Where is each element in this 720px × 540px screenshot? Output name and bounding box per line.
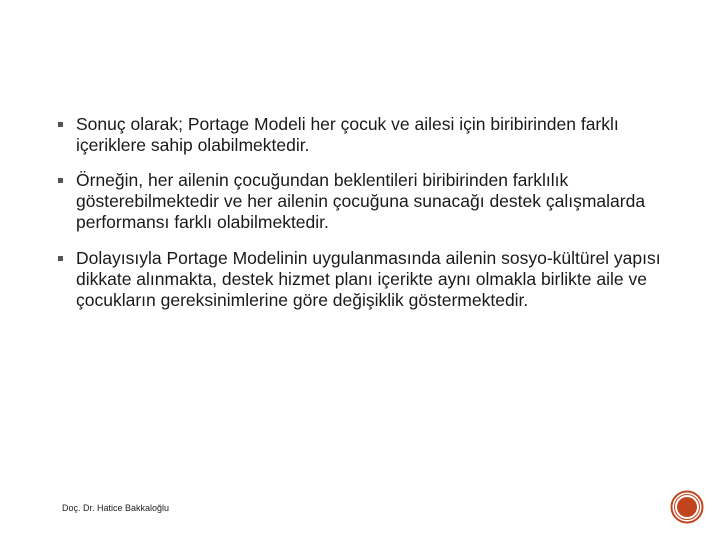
- bullet-text: Örneğin, her ailenin çocuğundan beklentileri biribirinden farklılık gösterebilmektedir ve her ailenin çocuğuna sunacağı destek çalışmalarda performansı farklı olabilmektedir.: [76, 170, 646, 232]
- bullet-text: Sonuç olarak; Portage Modeli her çocuk ve ailesi için biribirinden farklı içeriklere sahip olabilmektedir.: [76, 114, 619, 155]
- square-bullet-icon: [58, 122, 63, 127]
- bullet-item: [58, 248, 668, 311]
- bullet-item: [58, 114, 668, 156]
- square-bullet-icon: [58, 256, 63, 261]
- bullet-list: [58, 114, 668, 325]
- bullet-text: Dolayısıyla Portage Modelinin uygulanmasında ailenin sosyo-kültürel yapısı dikkate alınmakta, destek hizmet planı içerikte aynı olmakla birlikte aile ve çocukların gereksinimlerine göre değişiklik göstermektedir.: [76, 248, 661, 310]
- circular-emblem-icon: [670, 490, 704, 524]
- footer-author: Doç. Dr. Hatice Bakkaloğlu: [62, 503, 170, 513]
- bullet-item: [58, 170, 668, 233]
- square-bullet-icon: [58, 178, 63, 183]
